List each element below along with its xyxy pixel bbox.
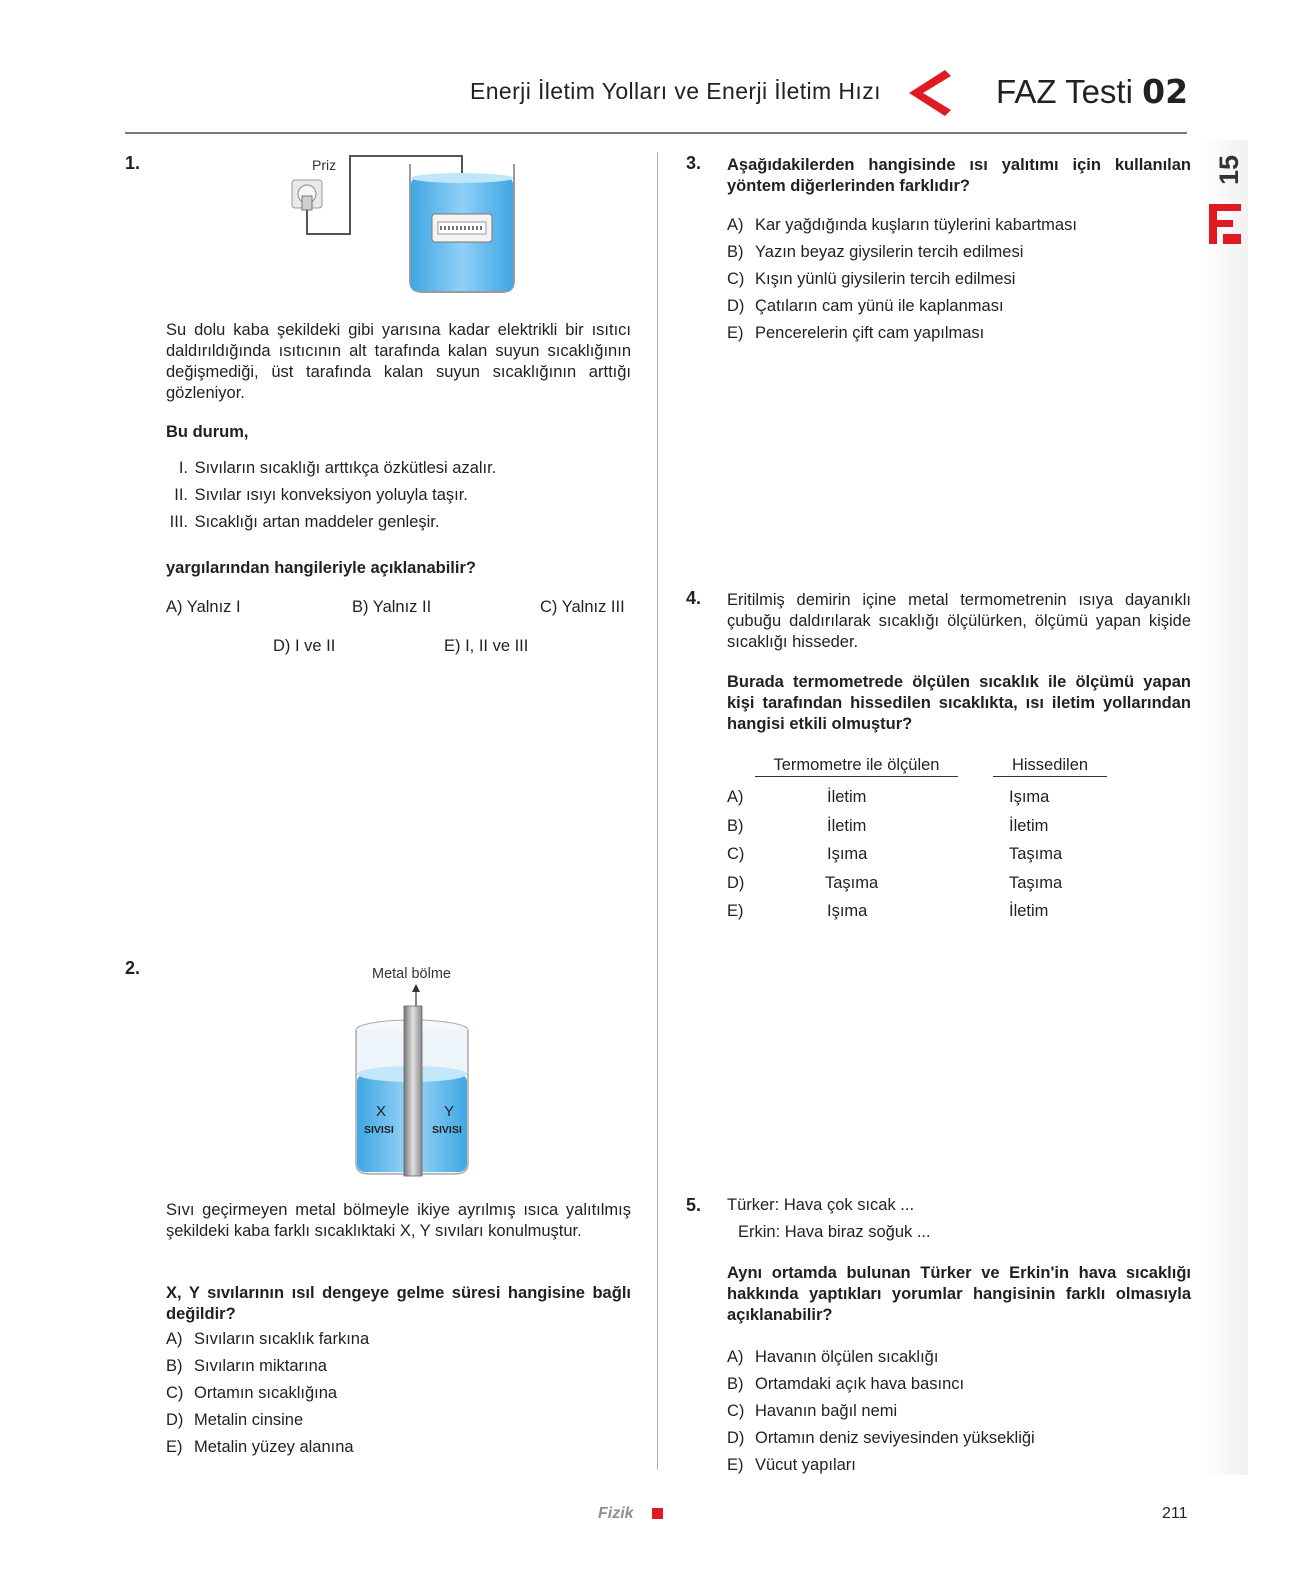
q1-statement: II. Sıvılar ısıyı konveksiyon yoluyla taşır. xyxy=(174,486,468,504)
q3-option-c[interactable]: C) Kışın yünlü giysilerin tercih edilmesi xyxy=(727,270,1016,288)
q4-option-b[interactable]: B) İletim İletim xyxy=(727,816,1049,835)
q3-option-a[interactable]: A) Kar yağdığında kuşların tüylerini kabartması xyxy=(727,216,1077,234)
q5-options xyxy=(727,1344,1035,1479)
footer-square-icon xyxy=(652,1508,663,1519)
q4-option-c[interactable]: C) Işıma Taşıma xyxy=(727,845,1063,863)
test-label: FAZ Testi xyxy=(996,73,1133,110)
q5-question: Aynı ortamda bulunan Türker ve Erkin'in hava sıcaklığı hakkında yaptıkları yorumlar hangisinin farklı olmasıyla açıklanabilir? xyxy=(727,1264,1191,1324)
q3-number: 3. xyxy=(686,153,702,173)
side-band xyxy=(1200,140,1248,1475)
q2-options xyxy=(166,1326,369,1461)
q2-text: Sıvı geçirmeyen metal bölmeyle ikiye ayrılmış ısıca yalıtılmış şekildeki kaba farklı sıcaklıktaki X, Y sıvıları konulmuştur. xyxy=(166,1201,631,1240)
q4-col1-header: Termometre ile ölçülen xyxy=(755,756,958,777)
q5-line-2: Erkin: Hava biraz soğuk ... xyxy=(738,1223,931,1241)
q4-options xyxy=(727,788,1107,931)
q1-question: yargılarından hangileriyle açıklanabilir? xyxy=(166,559,476,577)
q4-text: Eritilmiş demirin içine metal termometrenin ısıya dayanıklı çubuğu daldırılarak sıcaklığı ölçülürken, ölçümü yapan kişide sıcaklığı hisseder. xyxy=(727,591,1191,651)
q1-option-b[interactable]: B) Yalnız II xyxy=(352,598,432,616)
header-rule xyxy=(125,132,1187,134)
q4-question: Burada termometrede ölçülen sıcaklık ile ölçümü yapan kişi tarafından hissedilen sıcaklıkta, ısı iletim yollarından hangisi etkili olmuştur? xyxy=(727,673,1191,733)
q2-container-figure xyxy=(348,984,476,1180)
q2-question: X, Y sıvılarının ısıl dengeye gelme süresi hangisine bağlı değildir? xyxy=(166,1284,631,1323)
chevron-left-icon xyxy=(905,68,951,118)
q1-option-d[interactable]: D) I ve II xyxy=(273,637,336,655)
q3-options xyxy=(727,212,1077,347)
q2-x-label: X xyxy=(376,1103,387,1120)
q2-option-e[interactable]: E) Metalin yüzey alanına xyxy=(166,1438,354,1456)
faz-logo-icon xyxy=(1207,200,1245,248)
q1-figure-label: Priz xyxy=(312,157,337,173)
q1-lead: Bu durum, xyxy=(166,423,249,441)
q1-statements xyxy=(158,455,496,536)
q4-option-a[interactable]: A) İletim Işıma xyxy=(727,788,1050,806)
q1-option-c[interactable]: C) Yalnız III xyxy=(540,598,625,616)
q4-col2-header: Hissedilen xyxy=(993,756,1107,777)
q2-option-a[interactable]: A) Sıvıların sıcaklık farkına xyxy=(166,1330,370,1348)
q2-option-d[interactable]: D) Metalin cinsine xyxy=(166,1411,304,1429)
q1-statement: III. Sıcaklığı artan maddeler genleşir. xyxy=(169,513,440,531)
q2-y-label: Y xyxy=(444,1103,455,1120)
q5-option-a[interactable]: A) Havanın ölçülen sıcaklığı xyxy=(727,1348,939,1366)
q2-option-c[interactable]: C) Ortamın sıcaklığına xyxy=(166,1384,338,1402)
column-divider xyxy=(657,152,658,1470)
q1-number: 1. xyxy=(125,153,141,173)
q5-option-e[interactable]: E) Vücut yapıları xyxy=(727,1456,856,1474)
q5-option-c[interactable]: C) Havanın bağıl nemi xyxy=(727,1402,898,1420)
q4-number: 4. xyxy=(686,588,702,608)
footer-subject: Fizik xyxy=(598,1505,634,1522)
q1-option-e[interactable]: E) I, II ve III xyxy=(444,637,529,655)
q3-option-d[interactable]: D) Çatıların cam yünü ile kaplanması xyxy=(727,297,1004,315)
q2-option-b[interactable]: B) Sıvıların miktarına xyxy=(166,1357,327,1375)
test-title xyxy=(996,72,1188,111)
q3-option-e[interactable]: E) Pencerelerin çift cam yapılması xyxy=(727,324,985,342)
q4-option-e[interactable]: E) Işıma İletim xyxy=(727,902,1049,920)
q1-heater-figure xyxy=(286,152,536,302)
page-number: 211 xyxy=(1162,1505,1188,1522)
q1-text: Su dolu kaba şekildeki gibi yarısına kadar elektrikli bir ısıtıcı daldırıldığında ısıtıcının alt tarafında kalan suyun sıcaklığının değişmediği, üst tarafında kalan suyun sıcaklığının arttığı gözleniyor. xyxy=(166,321,631,402)
q1-statement: I. Sıvıların sıcaklığı arttıkça özkütlesi azalır. xyxy=(178,459,497,477)
q2-number: 2. xyxy=(125,958,141,978)
q5-option-d[interactable]: D) Ortamın deniz seviyesinden yüksekliği xyxy=(727,1429,1035,1447)
q5-number: 5. xyxy=(686,1195,702,1215)
q5-line-1: Türker: Hava çok sıcak ... xyxy=(727,1196,915,1214)
header-subtitle: Enerji İletim Yolları ve Enerji İletim Hızı xyxy=(470,78,881,104)
q2-figure-label: Metal bölme xyxy=(372,966,451,982)
side-section-number: 15 xyxy=(1214,154,1244,186)
q2-y-sub: SIVISI xyxy=(432,1124,462,1136)
test-number: 02 xyxy=(1142,72,1189,111)
q5-option-b[interactable]: B) Ortamdaki açık hava basıncı xyxy=(727,1375,965,1393)
q4-option-d[interactable]: D) Taşıma Taşıma xyxy=(727,873,1063,892)
q3-question: Aşağıdakilerden hangisinde ısı yalıtımı için kullanılan yöntem diğerlerinden farklıdır? xyxy=(727,156,1191,195)
q2-x-sub: SIVISI xyxy=(364,1124,394,1136)
q3-option-b[interactable]: B) Yazın beyaz giysilerin tercih edilmesi xyxy=(727,243,1024,261)
q1-option-a[interactable]: A) Yalnız I xyxy=(166,598,241,616)
